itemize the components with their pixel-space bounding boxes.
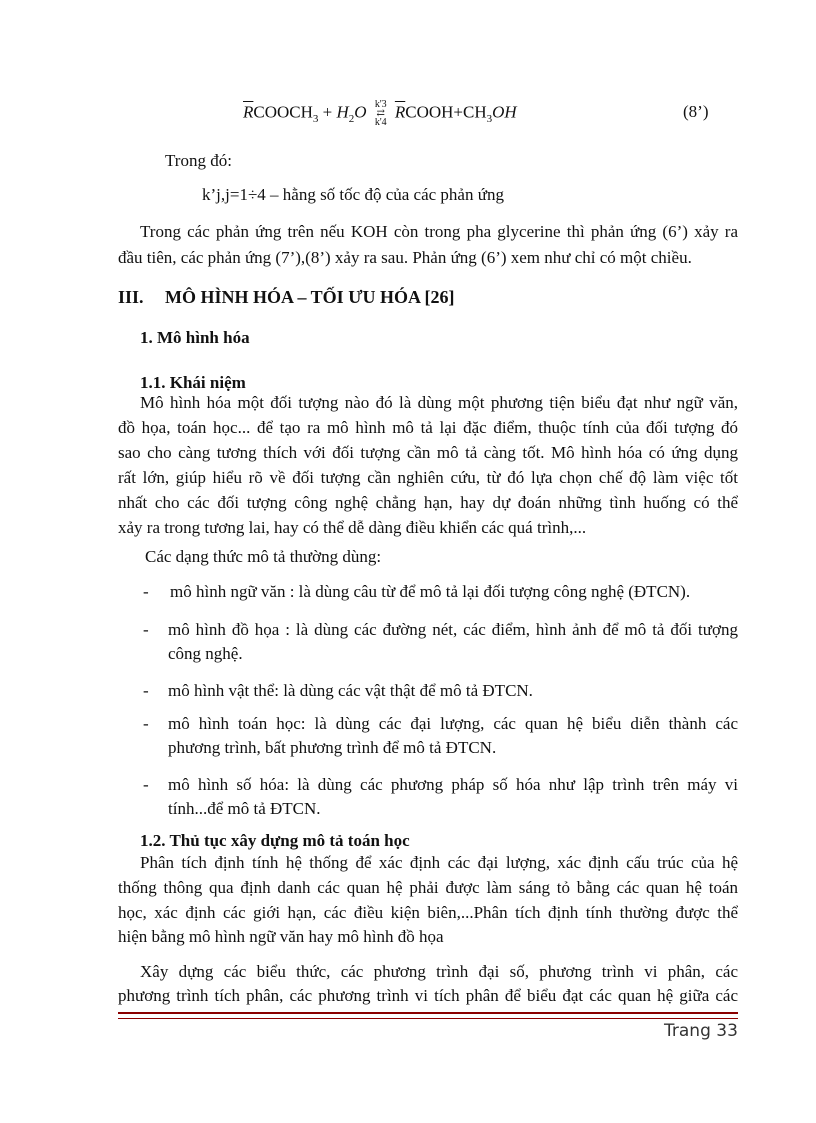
bullet-dash: - — [143, 681, 149, 700]
bullet-2-line1: mô hình đồ họa : là dùng các đường nét, các điểm, hình ảnh để mô tả đối tượng — [168, 620, 738, 639]
section-title: MÔ HÌNH HÓA – TỐI ƯU HÓA [26] — [165, 287, 455, 307]
subsection-1-1: 1.1. Khái niệm — [140, 373, 246, 392]
subsection-1: 1. Mô hình hóa — [140, 328, 250, 347]
bullet-dash: - — [143, 714, 149, 733]
eq-rhs-oh: OH — [492, 102, 517, 122]
para3-line3: học, xác định các giới hạn, các điều kiện biên,...Phân tích định tính thường được thể — [118, 903, 738, 922]
eq-h: H — [336, 102, 349, 122]
footer-rule — [118, 1012, 738, 1019]
eq-h-sub: 2 — [348, 112, 355, 125]
trong-do-label: Trong đó: — [165, 151, 232, 170]
forms-intro: Các dạng thức mô tả thường dùng: — [145, 547, 382, 566]
bullet-2-line2: công nghệ. — [168, 644, 243, 663]
k-definition: k’j,j=1÷4 – hằng số tốc độ của các phản ứng — [202, 185, 504, 204]
bullet-1-line1: mô hình ngữ văn : là dùng câu từ để mô tả lại đối tượng công nghệ (ĐTCN). — [170, 582, 691, 601]
eq-r-bar-left: $\overline{R}$ — [243, 102, 254, 122]
para2-line6: xảy ra trong tương lai, hay có thể dễ dàng điều khiển các quá trình,... — [118, 518, 587, 537]
para2-line1: Mô hình hóa một đối tượng nào đó là dùng một phương tiện biểu đạt như ngữ văn, — [140, 393, 738, 412]
bullet-5-line1: mô hình số hóa: là dùng các phương pháp số hóa như lập trình trên máy vi — [168, 775, 738, 794]
para2-line4: rất lớn, giúp hiểu rõ về đối tượng cần nghiên cứu, từ đó lựa chọn chế độ làm việc tốt — [118, 468, 738, 487]
bullet-4-line1: mô hình toán học: là dùng các đại lượng, các quan hệ biểu diễn thành các — [168, 714, 738, 733]
para1-line2: đầu tiên, các phản ứng (7’),(8’) xảy ra sau. Phản ứng (6’) xem như chỉ có một chiều. — [118, 248, 692, 267]
para4-line2: phương trình tích phân, các phương trình vi tích phân để biểu đạt các quan hệ giữa các — [118, 986, 738, 1005]
eq-k-bot: k'4 — [374, 117, 387, 128]
eq-rhs-sub: 3 — [486, 112, 493, 125]
para2-line5: nhất cho các đối tượng công nghệ chẳng hạn, hay dự đoán những tình huống có thể — [118, 493, 738, 512]
eq-rhs-text: COOH+CH — [405, 102, 487, 122]
equation-number: (8’) — [683, 102, 709, 121]
bullet-dash: - — [143, 582, 149, 601]
para2-line2: đồ họa, toán học... để tạo ra mô hình mô tả lại đặc điểm, thuộc tính của đối tượng đó — [118, 418, 738, 437]
para3-line1: Phân tích định tính hệ thống để xác định các đại lượng, xác định cấu trúc của hệ — [140, 853, 738, 872]
para2-line3: sao cho càng tương thích với đối tượng cần mô tả càng tốt. Mô hình hóa có ứng dụng — [118, 443, 738, 462]
bullet-5-line2: tính...để mô tả ĐTCN. — [168, 799, 321, 818]
bullet-3-line1: mô hình vật thể: là dùng các vật thật để mô tả ĐTCN. — [168, 681, 533, 700]
eq-lhs-sub: 3 — [312, 112, 319, 125]
bullet-4-line2: phương trình, bất phương trình để mô tả ĐTCN. — [168, 738, 497, 757]
section-number: III. — [118, 287, 144, 307]
eq-r-bar-right: $\overline{R}$ — [394, 102, 406, 122]
para1-line1: Trong các phản ứng trên nếu KOH còn trong pha glycerine thì phản ứng (6’) xảy ra — [140, 222, 738, 241]
equation-8 — [243, 100, 517, 127]
bullet-dash: - — [143, 775, 149, 794]
page-number: Trang 33 — [664, 1021, 738, 1041]
para3-line2: thống thông qua định danh các quan hệ phải được làm sáng tỏ bằng các quan hệ toán — [118, 878, 738, 897]
para3-line4: hiện bằng mô hình ngữ văn hay mô hình đồ họa — [118, 927, 444, 946]
para4-line1: Xây dựng các biểu thức, các phương trình đại số, phương trình vi phân, các — [140, 962, 738, 981]
eq-o: O — [354, 102, 367, 122]
eq-plus: + — [318, 102, 337, 122]
equilibrium-arrow-icon: k'3 ⇄ k'4 — [374, 99, 387, 128]
eq-lhs-text: COOCH — [253, 102, 313, 122]
eq-k-top: k'3 — [374, 99, 387, 110]
subsection-1-2: 1.2. Thủ tục xây dựng mô tả toán học — [140, 831, 410, 850]
bullet-dash: - — [143, 620, 149, 639]
